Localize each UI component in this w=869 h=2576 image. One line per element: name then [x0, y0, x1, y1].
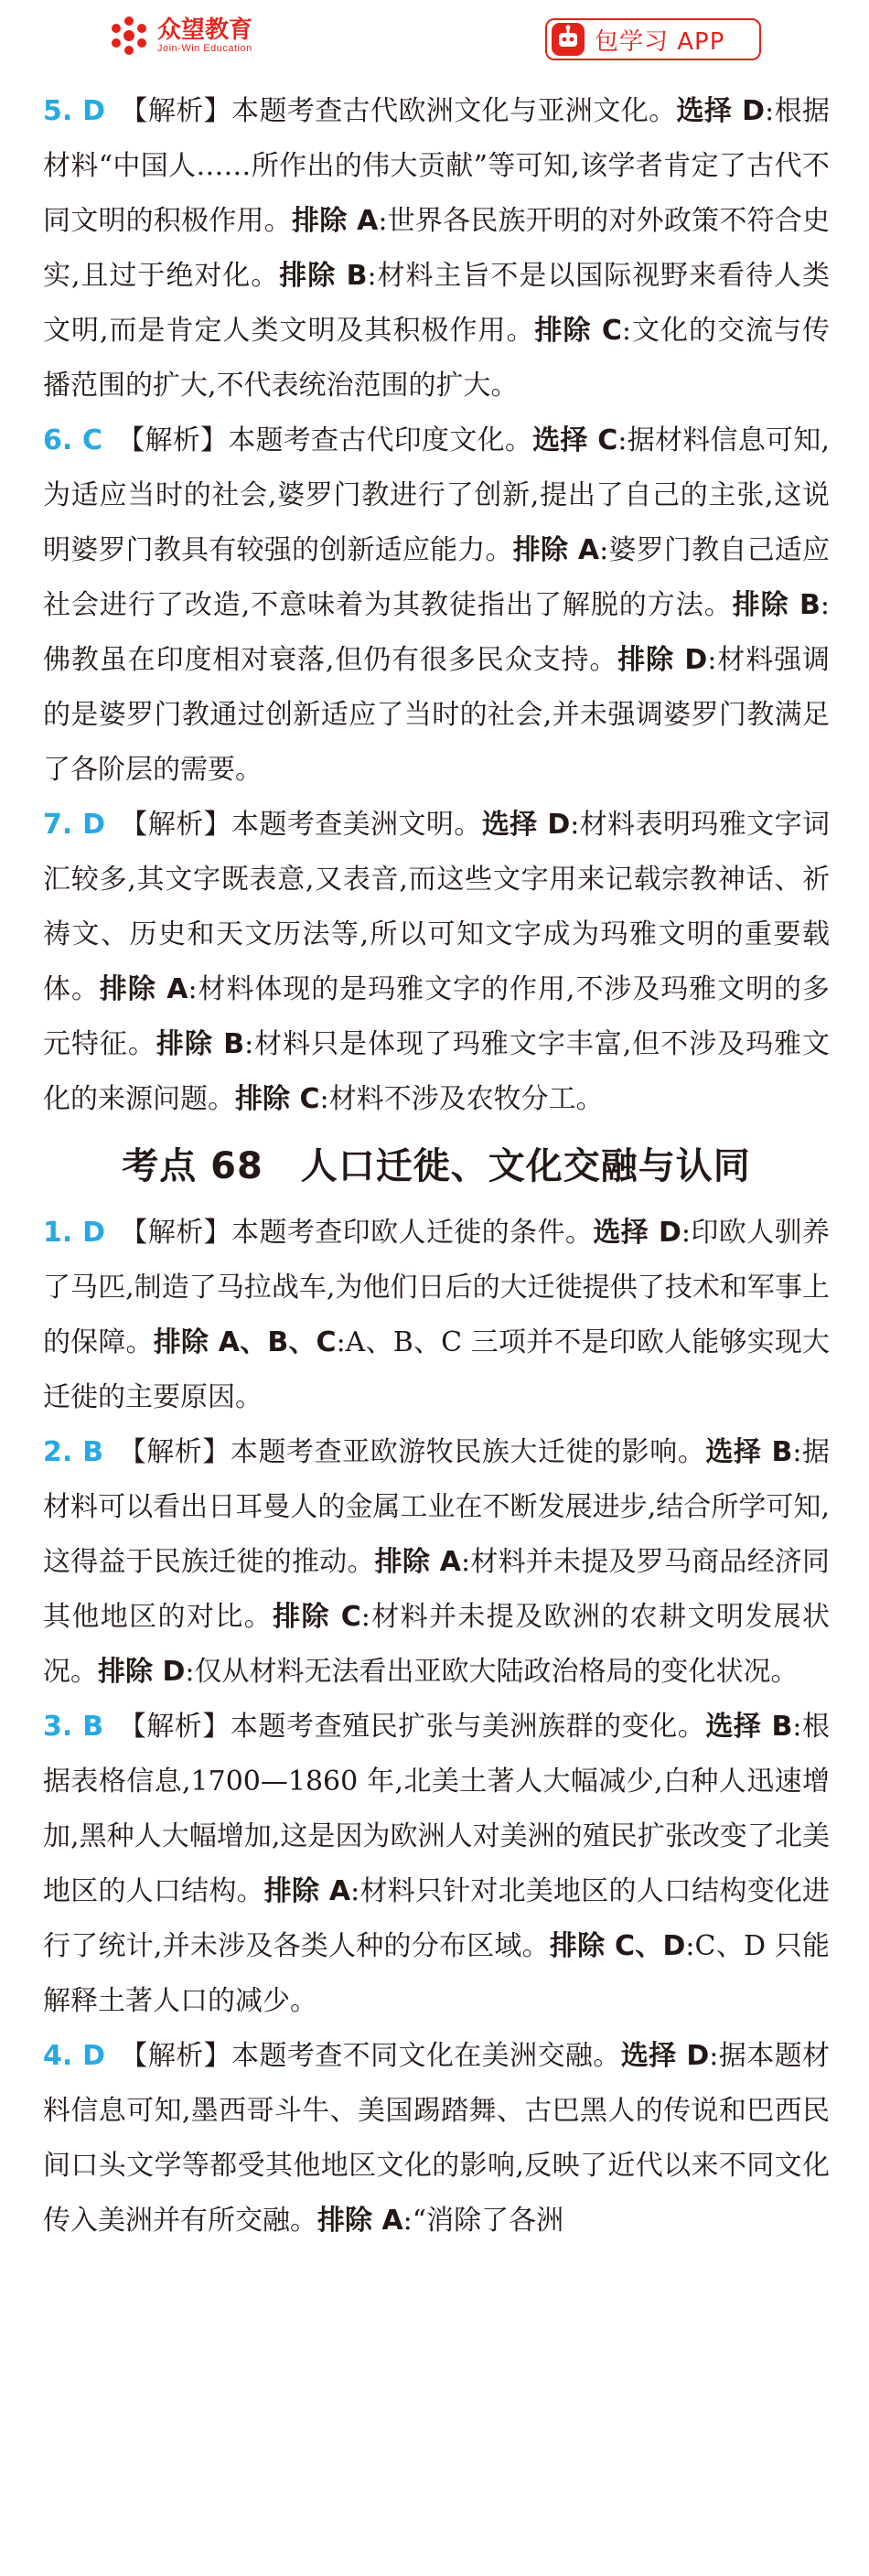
answer-text: :文化的交流与传播范围的扩大,不代表统治范围的扩大。 — [43, 315, 830, 402]
answer-number: 3. B — [43, 1711, 104, 1743]
answer-text: :佛教虽在印度相对衰落,但仍有很多民众支持。 — [43, 589, 830, 676]
answer-item — [43, 1700, 830, 2029]
answer-text: 【解析】本题考查古代欧洲文化与亚洲文化。 — [120, 95, 677, 127]
answer-item — [43, 1206, 830, 1425]
answer-list-b — [43, 1206, 830, 2249]
answer-item — [43, 798, 830, 1127]
answer-text: :材料并未提及罗马商品经济同其他地区的对比。 — [43, 1546, 831, 1633]
answer-number: 5. D — [43, 95, 106, 127]
answer-number: 2. B — [43, 1436, 104, 1468]
answer-text: :据材料可以看出日耳曼人的金属工业在不断发展进步,结合所学可知,这得益于民族迁徙的推动。 — [43, 1436, 831, 1578]
answer-number: 7. D — [43, 809, 106, 841]
answer-item — [43, 1425, 830, 1700]
brand-logo-icon — [108, 15, 150, 57]
app-badge[interactable] — [545, 18, 761, 60]
answer-text: 【解析】本题考查殖民扩张与美洲族群的变化。 — [118, 1711, 706, 1743]
answer-text: :印欧人驯养了马匹,制造了马拉战车,为他们日后的大迁徙提供了技术和军事上的保障。 — [43, 1217, 831, 1358]
answer-text: :材料体现的是玛雅文字的作用,不涉及玛雅文明的多元特征。 — [43, 973, 830, 1060]
answer-text: :A、B、C 三项并不是印欧人能够实现大迁徙的主要原因。 — [43, 1326, 831, 1413]
answer-text: 【解析】本题考查不同文化在美洲交融。 — [120, 2040, 621, 2072]
answer-item — [43, 413, 830, 798]
answer-keyword: 选择 B — [705, 1436, 793, 1468]
answer-keyword: 排除 D — [617, 644, 708, 676]
answer-keyword: 排除 D — [98, 1656, 186, 1688]
brand — [108, 15, 252, 57]
answer-text: :材料不涉及农牧分工。 — [319, 1083, 604, 1115]
answer-keyword: 选择 D — [676, 95, 766, 127]
answer-number: 4. D — [43, 2040, 106, 2072]
answer-number: 1. D — [43, 1217, 106, 1249]
answer-text: :材料强调的是婆罗门教通过创新适应了当时的社会,并未强调婆罗门教满足了各阶层的需要。 — [43, 644, 830, 786]
answer-text: :材料只针对北美地区的人口结构变化进行了统计,并未涉及各类人种的分布区域。 — [43, 1875, 831, 1962]
header — [0, 0, 869, 79]
brand-name: 众望教育 — [157, 16, 253, 44]
answer-text: 【解析】本题考查美洲文明。 — [120, 809, 482, 841]
answer-text: :C、D 只能解释土著人口的减少。 — [43, 1930, 830, 2017]
answer-number: 6. C — [43, 424, 102, 456]
answer-item — [43, 84, 830, 413]
brand-subtitle: Join-Win Education — [157, 43, 252, 54]
robot-icon — [551, 22, 585, 57]
answer-keyword: 排除 A — [512, 534, 600, 566]
answer-text: :据材料信息可知,为适应当时的社会,婆罗门教进行了创新,提出了自己的主张,这说明婆罗门教具有较强的创新适应能力。 — [43, 424, 831, 566]
answer-item — [43, 2029, 830, 2249]
answer-keyword: 排除 C、D — [549, 1930, 686, 1962]
brand-text — [157, 17, 252, 54]
answer-keyword: 排除 B — [732, 589, 821, 621]
answer-text: :婆罗门教自己适应社会进行了改造,不意味着为其教徒指出了解脱的方法。 — [43, 534, 831, 621]
answer-keyword: 排除 A — [374, 1546, 462, 1578]
answer-text: :材料并未提及欧洲的农耕文明发展状况。 — [43, 1601, 831, 1688]
answer-text: :“消除了各洲 — [402, 2205, 564, 2237]
answer-keyword: 排除 B — [279, 260, 368, 292]
answer-text: :根据材料“中国人……所作出的伟大贡献”等可知,该学者肯定了古代不同文明的积极作用。 — [43, 95, 830, 237]
answer-text: :世界各民族开明的对外政策不符合史实,且过于绝对化。 — [43, 205, 831, 292]
app-label: 包学习 APP — [595, 27, 725, 56]
answer-text: 【解析】本题考查亚欧游牧民族大迁徙的影响。 — [118, 1436, 706, 1468]
answer-text: :材料主旨不是以国际视野来看待人类文明,而是肯定人类文明及其积极作用。 — [43, 260, 831, 347]
answer-keyword: 选择 B — [705, 1711, 793, 1743]
answer-keyword: 选择 D — [620, 2040, 710, 2072]
answer-text: :根据表格信息,1700—1860 年,北美土著人大幅减少,白种人迅速增加,黑种人大幅增加,这是因为欧洲人对美洲的殖民扩张改变了北美地区的人口结构。 — [43, 1711, 831, 1907]
answer-text: :材料只是体现了玛雅文字丰富,但不涉及玛雅文化的来源问题。 — [43, 1028, 831, 1115]
answer-keyword: 选择 D — [593, 1217, 681, 1249]
answer-keyword: 排除 C — [273, 1601, 361, 1633]
answer-keyword: 排除 A — [317, 2205, 403, 2237]
answer-keyword: 选择 C — [532, 424, 618, 456]
answer-keyword: 排除 C — [235, 1083, 320, 1115]
answer-list-a — [43, 84, 830, 1127]
answer-keyword: 排除 B — [156, 1028, 245, 1060]
answer-keyword: 排除 A — [99, 973, 188, 1005]
section-title: 考点 68 人口迁徙、文化交融与认同 — [122, 1145, 751, 1187]
answer-text: :据本题材料信息可知,墨西哥斗牛、美国踢踏舞、古巴黑人的传说和巴西民间口头文学等都受其他地区文化的影响,反映了近代以来不同文化传入美洲并有所交融。 — [43, 2040, 831, 2237]
answer-text: 【解析】本题考查古代印度文化。 — [117, 424, 533, 456]
answer-keyword: 选择 D — [481, 809, 571, 841]
answer-text: :仅从材料无法看出亚欧大陆政治格局的变化状况。 — [185, 1656, 799, 1688]
answer-keyword: 排除 A — [263, 1875, 351, 1907]
answer-content — [43, 84, 830, 2249]
answer-keyword: 排除 C — [534, 315, 622, 347]
answer-keyword: 排除 A — [292, 205, 379, 237]
answer-text: 【解析】本题考查印欧人迁徙的条件。 — [120, 1217, 594, 1249]
answer-keyword: 排除 A、B、C — [153, 1326, 337, 1358]
answer-text: :材料表明玛雅文字词汇较多,其文字既表意,又表音,而这些文字用来记载宗教神话、祈祷文、历史和天文历法等,所以可知文字成为玛雅文明的重要载体。 — [43, 809, 830, 1005]
